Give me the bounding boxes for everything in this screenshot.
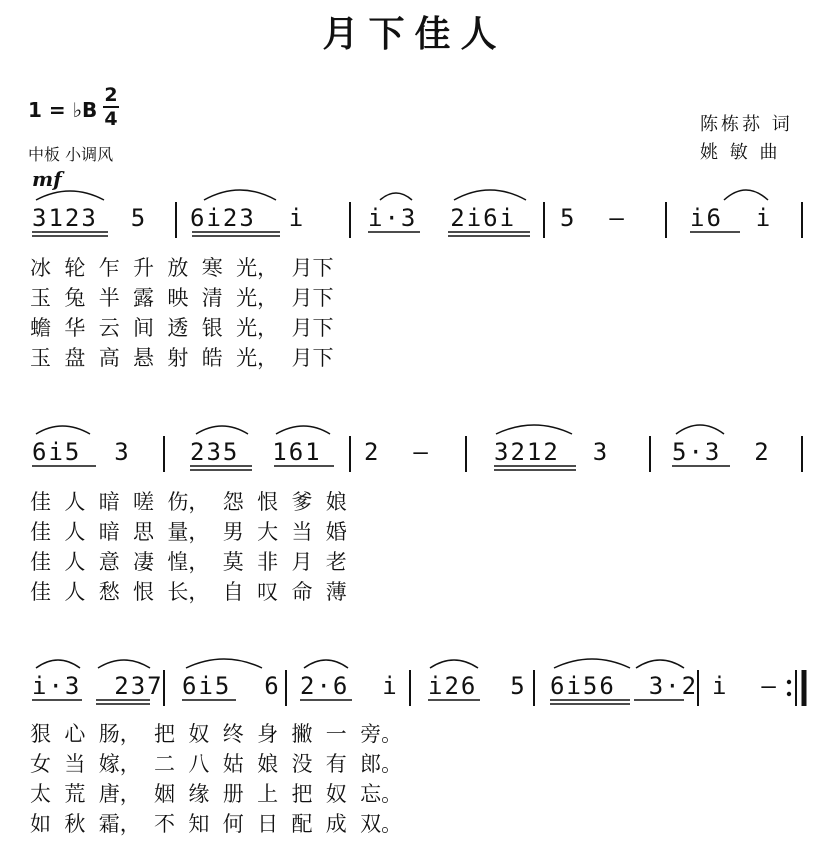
song-title: 月下佳人 [322,13,507,55]
measure-2-3: 2 – [364,438,430,466]
dynamic-marking: mf [32,167,62,191]
measure-2-4: 3212 3 [494,438,610,466]
measure-3-4: i26 5 [428,672,527,700]
slur [380,193,412,200]
lyric-line: 佳 人 暗 嗟 伤， 怨 恨 爹 娘 [30,490,347,514]
lyric-line: 蟾 华 云 间 透 银 光， 月下 [30,316,334,340]
slur [454,190,526,200]
measure-2-5: 5·3 2 [672,438,771,466]
measure-3-3: 2·6 i [300,672,399,700]
measure-1-2: 6i23 i [190,204,306,232]
measure-3-1: i·3 237 [32,672,164,700]
time-signature-top: 2 [104,84,118,106]
measure-1-5: i6 i [690,204,773,232]
lyric-line: 佳 人 意 凄 惶， 莫 非 月 老 [30,550,347,574]
lyric-line: 太 荒 唐， 姻 缘 册 上 把 奴 忘。 [30,782,403,806]
measure-1-1: 3123 5 [32,204,148,232]
slur [636,660,684,668]
slur [276,426,330,434]
slur [196,426,248,434]
slur [724,190,768,200]
slur [430,660,478,668]
lyric-line: 佳 人 愁 恨 长， 自 叹 命 薄 [30,580,347,604]
slur [676,425,724,434]
measure-3-6: i – [712,672,778,700]
composer-credit: 姚 敏 曲 [700,142,781,163]
key-signature: 1 = ♭B [28,98,98,122]
lyric-line: 佳 人 暗 思 量， 男 大 当 婚 [30,520,347,544]
measure-1-4: 5 – [560,204,626,232]
lyric-line: 玉 盘 高 悬 射 皓 光， 月下 [30,346,334,370]
lyric-line: 狠 心 肠， 把 奴 终 身 撇 一 旁。 [30,722,403,746]
repeat-dot [787,680,791,684]
time-signature-bottom: 4 [104,108,118,130]
measure-3-5: 6i56 3·2 [550,672,699,700]
measure-2-1: 6i5 3 [32,438,131,466]
slur [204,190,276,200]
tempo-marking: 中板 小调风 [28,145,114,164]
lyric-line: 冰 轮 乍 升 放 寒 光， 月下 [30,256,334,280]
slur [98,660,150,668]
slur [304,660,348,668]
slur [496,425,572,434]
slur [554,659,630,668]
measure-3-2: 6i5 6 [182,672,281,700]
slur [36,426,90,434]
slur [186,659,262,668]
repeat-dot [787,692,791,696]
slur [36,660,80,668]
slur [36,191,104,200]
lyric-line: 女 当 嫁， 二 八 姑 娘 没 有 郎。 [30,752,403,776]
measure-2-2: 235 161 [190,438,322,466]
lyric-line: 玉 兔 半 露 映 清 光， 月下 [30,286,334,310]
measure-1-3: i·3 2i6i [368,204,517,232]
lyric-line: 如 秋 霜， 不 知 何 日 配 成 双。 [30,812,403,836]
lyricist-credit: 陈栋荪 词 [700,114,793,135]
